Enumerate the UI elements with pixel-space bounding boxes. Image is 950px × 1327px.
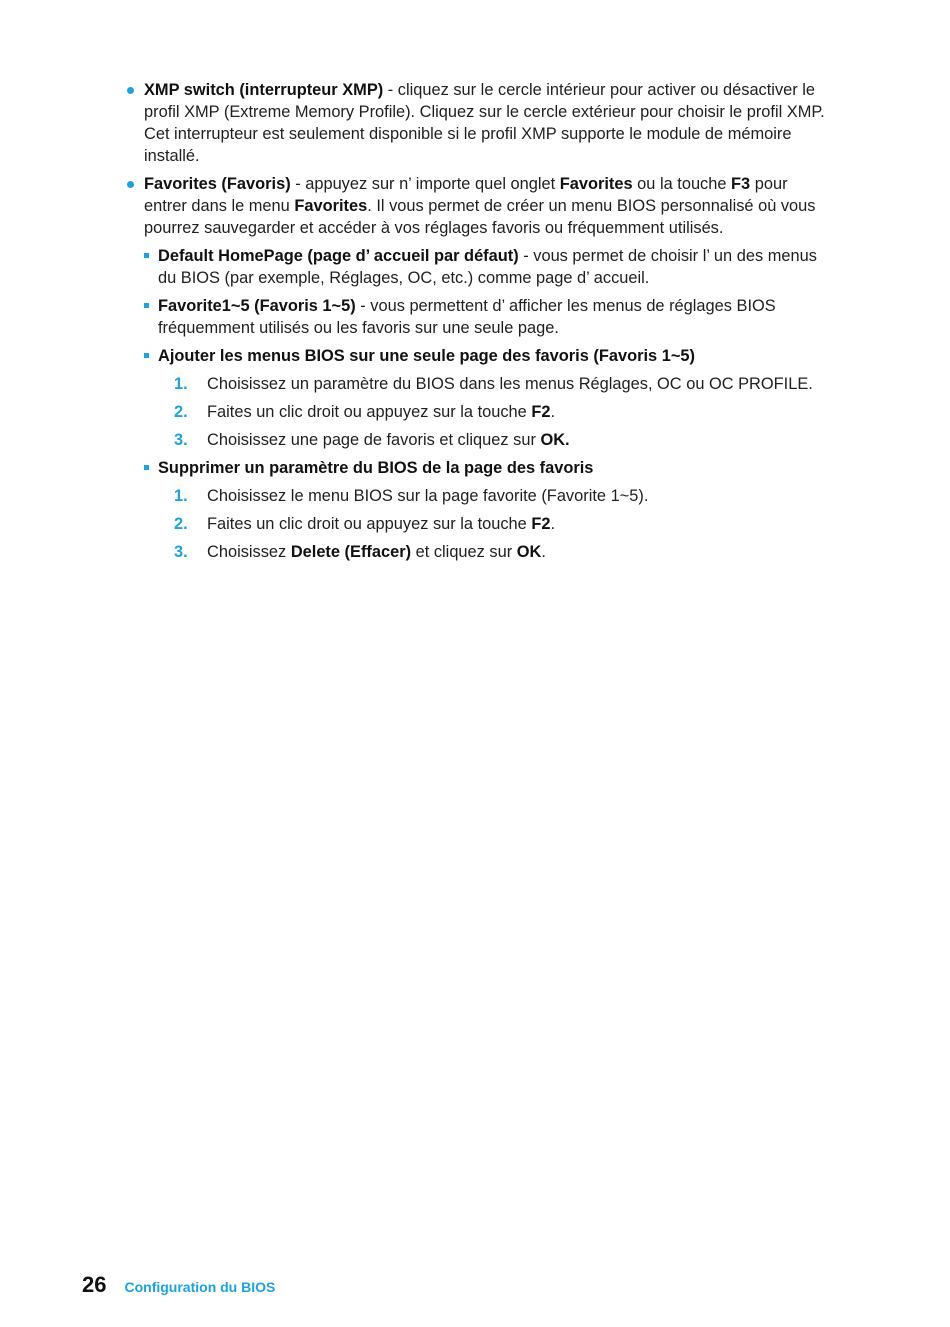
favorites-bold-3: Favorites (294, 197, 368, 215)
step-key: F2 (531, 403, 551, 421)
step-text-end: . (550, 403, 556, 421)
page-footer (82, 1272, 275, 1298)
step-item (172, 541, 826, 563)
default-homepage-text: - vous permet de choisir l’ un des menus du BIOS (par exemple, Réglages, OC, etc.) comme page d’ accueil. (158, 247, 817, 287)
add-menus-title: Ajouter les menus BIOS sur une seule page des favoris (Favoris 1~5) (158, 347, 695, 365)
step-key: OK. (540, 431, 570, 449)
favorites-bold-1: Favorites (559, 175, 633, 193)
favorites-text-1: - appuyez sur n’ importe quel onglet (290, 175, 560, 193)
remove-setting-item (144, 457, 826, 563)
favorites-item (126, 173, 826, 239)
favorites-text-2: ou la touche (632, 175, 732, 193)
step-key: F2 (531, 515, 551, 533)
step-item (172, 401, 826, 423)
step-text: Choisissez le menu BIOS sur la page favorite (Favorite 1~5). (207, 487, 649, 505)
step-number: 3. (174, 543, 188, 561)
step-text-mid: et cliquez sur (411, 543, 517, 561)
step-number: 2. (174, 403, 188, 421)
step-text: Choisissez une page de favoris et cliquez sur (207, 431, 541, 449)
step-number: 1. (174, 487, 188, 505)
step-item (172, 513, 826, 535)
add-menus-item (144, 345, 826, 451)
favorites-text-3: pour entrer dans le menu (144, 175, 788, 215)
remove-setting-title: Supprimer un paramètre du BIOS de la page des favoris (158, 459, 594, 477)
step-item (172, 485, 826, 507)
step-number: 3. (174, 431, 188, 449)
add-menus-steps (172, 373, 826, 451)
step-item (172, 429, 826, 451)
favorites-sub-list (144, 245, 826, 563)
favorite15-text: - vous permettent d’ afficher les menus de réglages BIOS fréquemment utilisés ou les favoris sur une seule page. (158, 297, 776, 337)
xmp-switch-title: XMP switch (interrupteur XMP) (144, 81, 384, 99)
bullet-square-icon (144, 253, 149, 258)
bullet-square-icon (144, 353, 149, 358)
bullet-square-icon (144, 303, 149, 308)
favorite15-item (144, 295, 826, 339)
step-key: Delete (Effacer) (290, 543, 412, 561)
step-text-end: . (541, 543, 546, 561)
step-text: Faites un clic droit ou appuyez sur la touche (207, 515, 532, 533)
page-number: 26 (82, 1272, 107, 1297)
section-title: Configuration du BIOS (124, 1279, 276, 1295)
default-homepage-title: Default HomePage (page d’ accueil par défaut) (158, 247, 519, 265)
step-item (172, 373, 826, 395)
bullet-dot-icon (127, 87, 134, 94)
step-text: Choisissez un paramètre du BIOS dans les menus Réglages, OC ou OC PROFILE. (207, 375, 813, 393)
step-key-ok: OK (516, 543, 542, 561)
favorites-text-4: . Il vous permet de créer un menu BIOS personnalisé où vous pourrez sauvegarder et accéder à vos réglages favoris ou fréquemment utilisés. (144, 197, 816, 237)
remove-setting-steps (172, 485, 826, 563)
step-text: Choisissez (207, 543, 291, 561)
bullet-square-icon (144, 465, 149, 470)
step-number: 2. (174, 515, 188, 533)
favorite15-title: Favorite1~5 (Favoris 1~5) (158, 297, 356, 315)
xmp-switch-item (126, 79, 826, 167)
step-text-end: . (550, 515, 556, 533)
favorites-title: Favorites (Favoris) (144, 175, 291, 193)
favorites-bold-2: F3 (731, 175, 751, 193)
default-homepage-item (144, 245, 826, 289)
step-number: 1. (174, 375, 188, 393)
xmp-switch-text: - cliquez sur le cercle intérieur pour activer ou désactiver le profil XMP (Extreme Memory Profile). Cliquez sur le cercle extérieur pour choisir le profil XMP. Cet interrupteur est seulement disponible si le profil XMP supporte le module de mémoire installé. (144, 81, 825, 165)
step-text: Faites un clic droit ou appuyez sur la touche (207, 403, 532, 421)
bullet-dot-icon (127, 181, 134, 188)
document-body (126, 79, 826, 569)
